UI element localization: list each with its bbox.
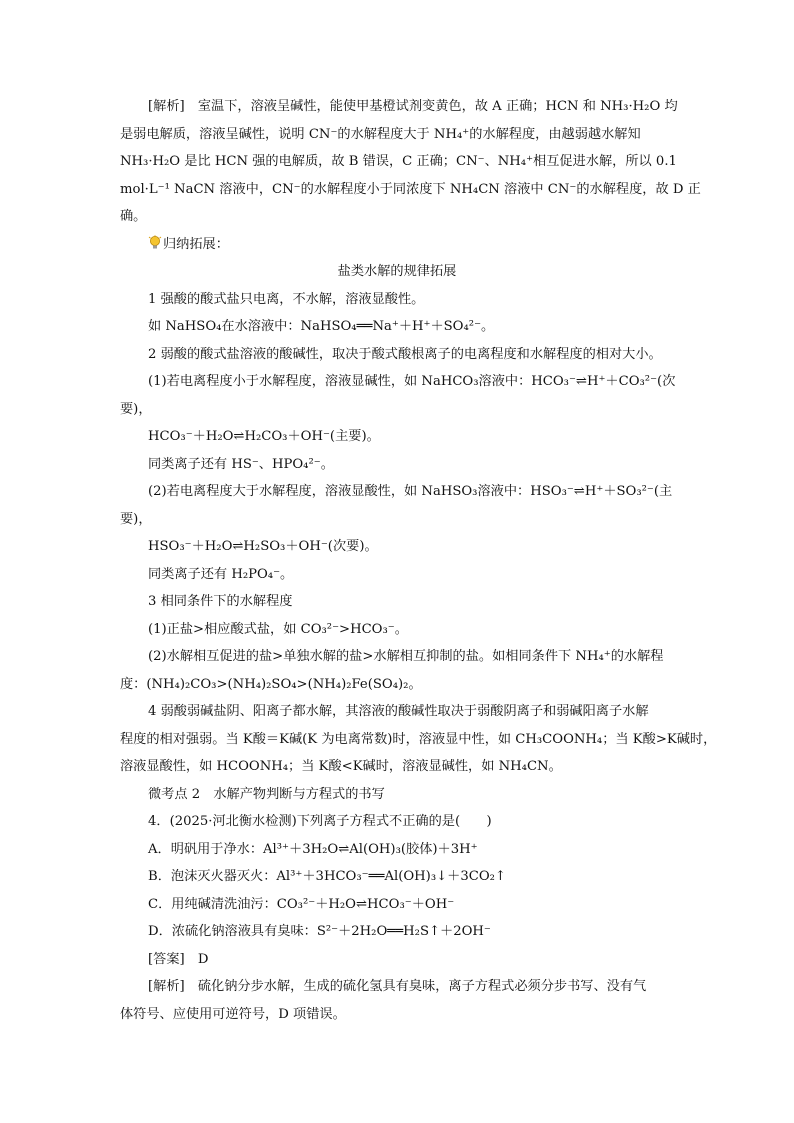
explanation-line-2: 体符号、应使用可逆符号，D 项错误。 [120, 1007, 346, 1022]
explanation-line-1: [解析] 硫化钠分步水解，生成的硫化氢具有臭味，离子方程式必须分步书写、没有气 [148, 979, 647, 994]
rule-2-case-1: (1)若电离程度小于水解程度，溶液显碱性，如 NaHCO₃溶液中：HCO₃⁻⇌H⁺＋CO₃²⁻(次 [148, 374, 676, 389]
rule-4: 4 弱酸弱碱盐阴、阳离子都水解，其溶液的酸碱性取决于弱酸阴离子和弱碱阳离子水解 [148, 704, 649, 719]
analysis-line-5: 确。 [120, 209, 147, 224]
option-b: B．泡沫灭火器灭火：Al³⁺＋3HCO₃⁻══Al(OH)₃↓＋3CO₂↑ [148, 869, 506, 884]
rule-2-case-2-note: 同类离子还有 H₂PO₄⁻。 [148, 567, 294, 582]
rule-3-item-2: (2)水解相互促进的盐>单独水解的盐>水解相互抑制的盐。如相同条件下 NH₄⁺的水解程 [148, 649, 664, 664]
subsection-title: 微考点 2 水解产物判断与方程式的书写 [148, 787, 385, 802]
option-c: C．用纯碱清洗油污：CO₃²⁻＋H₂O⇌HCO₃⁻＋OH⁻ [148, 897, 455, 912]
rule-4-cont-1: 程度的相对强弱。当 K酸＝K碱(K 为电离常数)时，溶液显中性，如 CH₃COONH₄；当 K酸>K碱时， [120, 732, 717, 747]
rule-2-case-1-note: 同类离子还有 HS⁻、HPO₄²⁻。 [148, 457, 334, 472]
summary-heading [148, 235, 229, 255]
rule-3-item-2-cont: 度：(NH₄)₂CO₃>(NH₄)₂SO₄>(NH₄)₂Fe(SO₄)₂。 [120, 677, 422, 692]
rule-3-item-1: (1)正盐>相应酸式盐，如 CO₃²⁻>HCO₃⁻。 [148, 622, 408, 637]
rule-2-case-1-cont: 要)， [120, 402, 152, 417]
section-title: 盐类水解的规律拓展 [337, 264, 457, 279]
lightbulb-icon [148, 235, 162, 251]
question-stem: 4．(2025·河北衡水检测)下列离子方程式不正确的是( ) [148, 814, 492, 829]
option-a: A．明矾用于净水：Al³⁺＋3H₂O⇌Al(OH)₃(胶体)＋3H⁺ [148, 842, 478, 857]
answer-line: [答案] D [148, 952, 209, 967]
rule-2-case-2-cont: 要)， [120, 512, 152, 527]
rule-2-case-1-eq: HCO₃⁻＋H₂O⇌H₂CO₃＋OH⁻(主要)。 [148, 429, 380, 444]
analysis-line-4: mol·L⁻¹ NaCN 溶液中，CN⁻的水解程度小于同浓度下 NH₄CN 溶液中 CN⁻的水解程度，故 D 正 [120, 182, 701, 197]
summary-heading-label: 归纳拓展： [163, 237, 229, 252]
rule-1: 1 强酸的酸式盐只电离，不水解，溶液显酸性。 [148, 292, 425, 307]
rule-2: 2 弱酸的酸式盐溶液的酸碱性，取决于酸式酸根离子的电离程度和水解程度的相对大小。 [148, 347, 662, 362]
rule-2-case-2: (2)若电离程度大于水解程度，溶液显酸性，如 NaHSO₃溶液中：HSO₃⁻⇌H⁺＋SO₃²⁻(主 [148, 484, 673, 499]
analysis-line-3: NH₃·H₂O 是比 HCN 强的电解质，故 B 错误，C 正确；CN⁻、NH₄⁺相互促进水解，所以 0.1 [120, 154, 677, 169]
rule-4-cont-2: 溶液显酸性，如 HCOONH₄；当 K酸<K碱时，溶液显碱性，如 NH₄CN。 [120, 759, 562, 774]
rule-2-case-2-eq: HSO₃⁻＋H₂O⇌H₂SO₃＋OH⁻(次要)。 [148, 539, 378, 554]
option-d: D．浓硫化钠溶液具有臭味：S²⁻＋2H₂O══H₂S↑＋2OH⁻ [148, 924, 491, 939]
analysis-line-2: 是弱电解质，溶液呈碱性，说明 CN⁻的水解程度大于 NH₄⁺的水解程度，由越弱越水解知 [120, 127, 641, 142]
rule-1-example: 如 NaHSO₄在水溶液中：NaHSO₄══Na⁺＋H⁺＋SO₄²⁻。 [148, 319, 495, 334]
rule-3: 3 相同条件下的水解程度 [148, 594, 293, 609]
analysis-line-1: [解析] 室温下，溶液呈碱性，能使甲基橙试剂变黄色，故 A 正确；HCN 和 NH₃·H₂O 均 [148, 99, 678, 114]
